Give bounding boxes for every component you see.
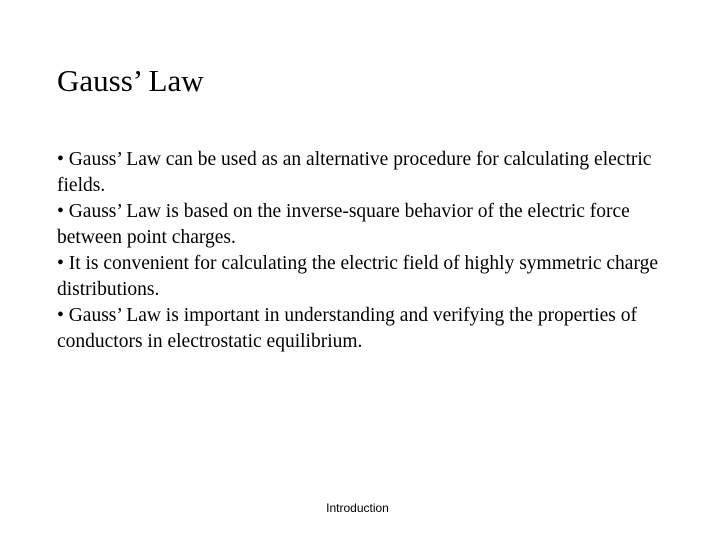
bullet-list: [57, 147, 677, 355]
bullet-item: • Gauss’ Law can be used as an alternative procedure for calculating electric fields.: [57, 149, 652, 196]
bullet-item: • Gauss’ Law is based on the inverse-square behavior of the electric force between point charges.: [57, 201, 630, 248]
bullet-item: • Gauss’ Law is important in understanding and verifying the properties of conductors in electrostatic equilibrium.: [57, 305, 637, 352]
bullet-item: • It is convenient for calculating the electric field of highly symmetric charge distributions.: [57, 253, 658, 300]
slide-footer: Introduction: [326, 501, 389, 515]
slide-title: Gauss’ Law: [57, 63, 204, 98]
